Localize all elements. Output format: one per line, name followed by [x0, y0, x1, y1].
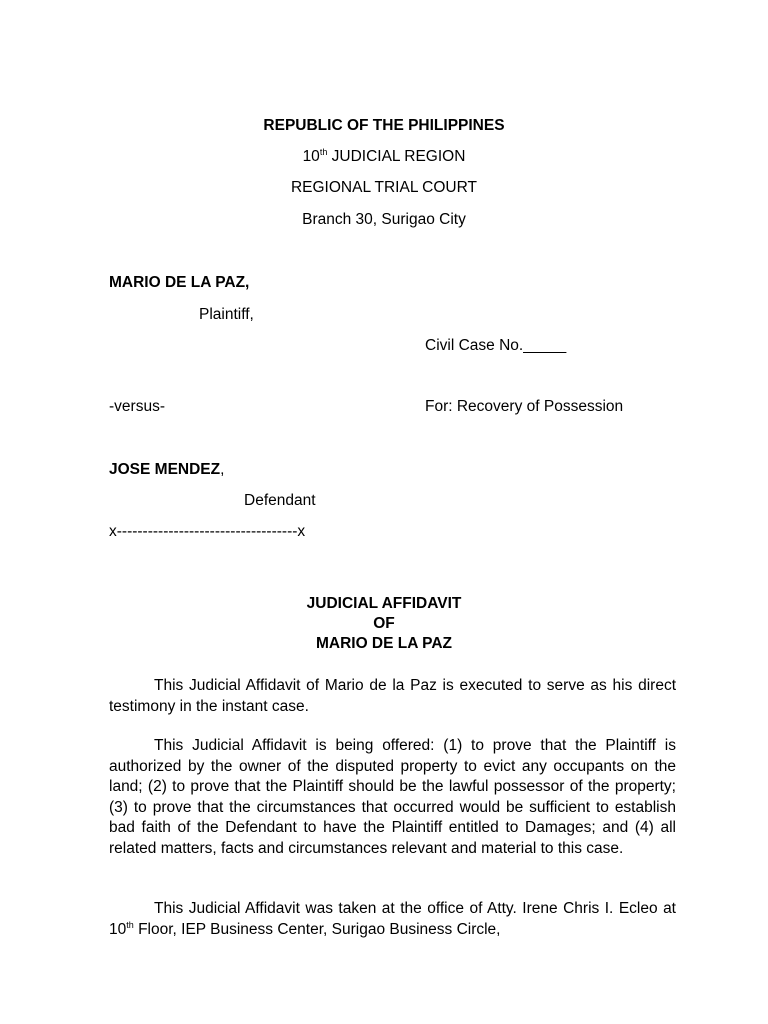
plaintiff-name: MARIO DE LA PAZ, [109, 274, 250, 291]
header-judicial-region [0, 148, 768, 166]
region-ordinal-suffix: th [319, 146, 328, 157]
region-number: 10 [302, 148, 320, 165]
versus-label: -versus- [109, 398, 165, 415]
paragraph-3-part-a: This Judicial Affidavit was taken at the office of Atty. Irene Chris I. Ecleo at 10 [109, 900, 676, 938]
plaintiff-role: Plaintiff, [199, 306, 254, 323]
region-label: JUDICIAL REGION [327, 148, 466, 165]
civil-case-number: Civil Case No._____ [425, 337, 567, 354]
affidavit-title-line3: MARIO DE LA PAZ [315, 635, 453, 652]
paragraph-3-part-b: Floor, IEP Business Center, Surigao Business Circle, [133, 920, 501, 938]
header-republic: REPUBLIC OF THE PHILIPPINES [263, 117, 505, 134]
caption-separator: x-----------------------------------x [109, 523, 306, 540]
paragraph-3-text [109, 899, 676, 940]
defendant-name [109, 461, 224, 479]
header-branch: Branch 30, Surigao City [302, 211, 466, 228]
body-paragraph-1 [109, 676, 676, 717]
affidavit-title-line2: OF [373, 615, 395, 632]
defendant-name-comma: , [220, 461, 225, 478]
paragraph-2-text: This Judicial Affidavit is being offered: (1) to prove that the Plaintiff is authorized by the owner of the disputed property to evict any occupants on the land; (2) to prove that the Plaintiff should be the lawful possessor of the property; (3) to prove that the circumstances that occurred would be sufficient to establish bad faith of the Defendant to have the Plaintiff entitled to Damages; and (4) all related matters, facts and circumstances relevant and material to this case. [109, 737, 676, 857]
body-paragraph-2 [109, 736, 676, 859]
body-paragraph-3 [109, 899, 676, 940]
defendant-name-text: JOSE MENDEZ [109, 461, 221, 478]
defendant-role: Defendant [244, 492, 316, 509]
paragraph-1-text: This Judicial Affidavit of Mario de la Paz is executed to serve as his direct testimony in the instant case. [109, 677, 676, 715]
header-court: REGIONAL TRIAL COURT [290, 179, 478, 196]
case-nature: For: Recovery of Possession [425, 398, 624, 415]
affidavit-title-line1: JUDICIAL AFFIDAVIT [306, 595, 462, 612]
floor-ordinal-suffix: th [126, 919, 134, 930]
